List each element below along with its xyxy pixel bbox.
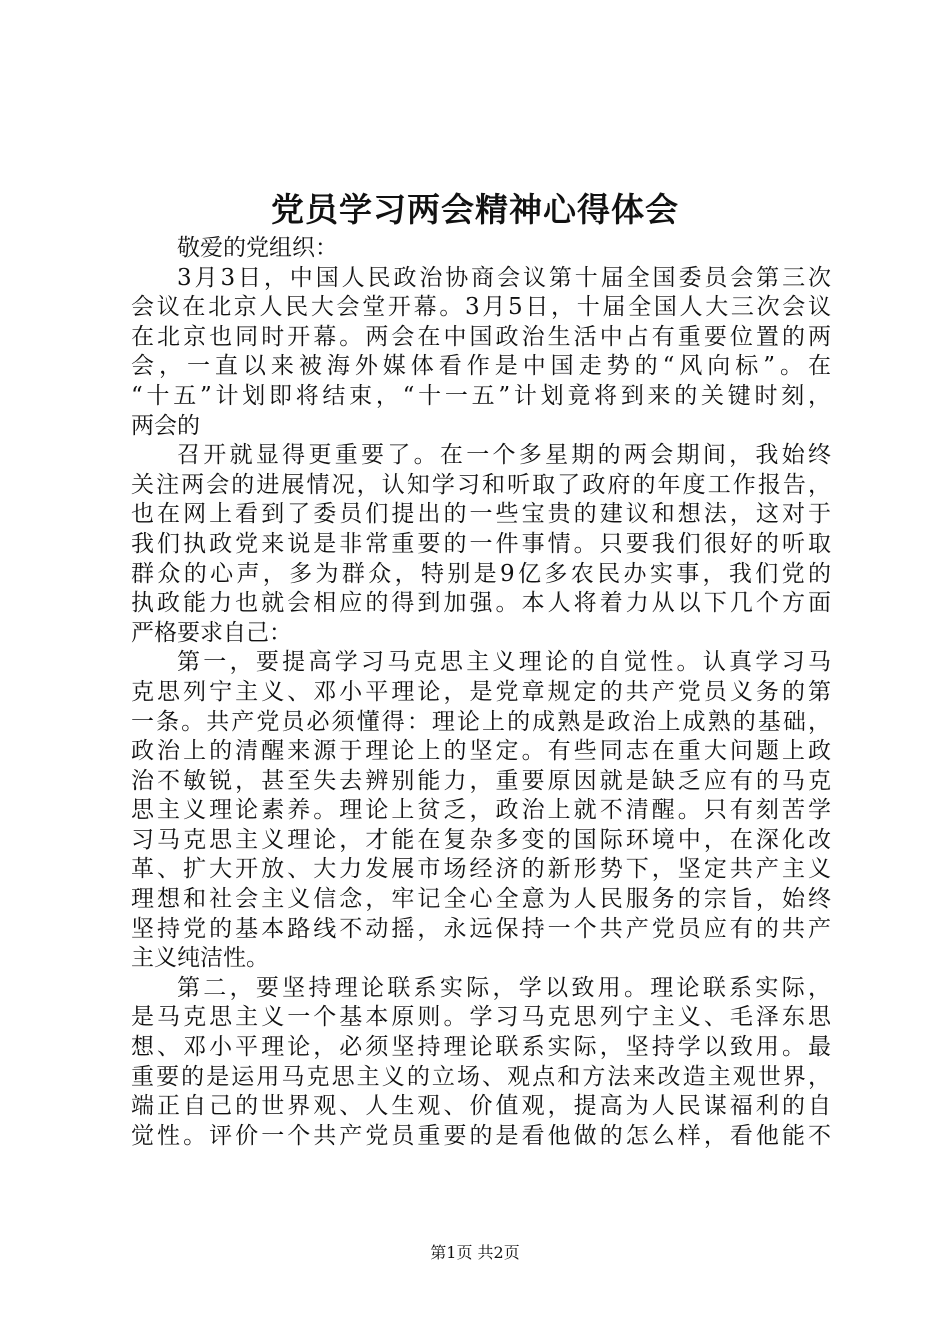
text-line: 主义纯洁性。: [131, 945, 269, 972]
text-line: 第二，要坚持理论联系实际，学以致用。理论联系实际，: [177, 974, 831, 1001]
text-line: 一条。共产党员必须懂得：理论上的成熟是政治上成熟的基础，: [131, 708, 831, 735]
text-line: 敬爱的党组织：: [177, 235, 338, 261]
document-body: [131, 234, 831, 1151]
page-footer: 第1页 共2页: [430, 1243, 520, 1262]
text-line: 觉性。评价一个共产党员重要的是看他做的怎么样，看他能不: [131, 1122, 831, 1149]
text-line: 政治上的清醒来源于理论上的坚定。有些同志在重大问题上政: [131, 738, 831, 765]
document-title: 党员学习两会精神心得体会: [271, 190, 679, 229]
text-line: 关注两会的进展情况，认知学习和听取了政府的年度工作报告，: [131, 471, 831, 498]
text-line: 理想和社会主义信念，牢记全心全意为人民服务的宗旨，始终: [131, 886, 831, 913]
text-line: 两会的: [131, 412, 200, 439]
text-line: 严格要求自己：: [131, 619, 292, 646]
text-line: 执政能力也就会相应的得到加强。本人将着力从以下几个方面: [131, 590, 831, 617]
text-line: 重要的是运用马克思主义的立场、观点和方法来改造主观世界，: [131, 1063, 831, 1090]
text-line: 坚持党的基本路线不动摇，永远保持一个共产党员应有的共产: [131, 915, 831, 942]
text-line: 3月3日，中国人民政治协商会议第十届全国委员会第三次: [177, 264, 831, 291]
text-line: 想、邓小平理论，必须坚持理论联系实际，坚持学以致用。最: [131, 1034, 831, 1061]
text-line: 思主义理论素养。理论上贫乏，政治上就不清醒。只有刻苦学: [131, 797, 831, 824]
text-line: 习马克思主义理论，才能在复杂多变的国际环境中，在深化改: [131, 826, 831, 853]
text-line: 会议在北京人民大会堂开幕。3月5日，十届全国人大三次会议: [131, 294, 831, 321]
text-line: 群众的心声，多为群众，特别是9亿多农民办实事，我们党的: [131, 560, 831, 587]
text-line: 也在网上看到了委员们提出的一些宝贵的建议和想法，这对于: [131, 501, 831, 528]
text-line: 端正自己的世界观、人生观、价值观，提高为人民谋福利的自: [131, 1093, 831, 1120]
text-line: 在北京也同时开幕。两会在中国政治生活中占有重要位置的两: [131, 323, 831, 350]
text-line: “十五”计划即将结束，“十一五”计划竟将到来的关键时刻，: [131, 382, 831, 409]
text-line: 是马克思主义一个基本原则。学习马克思列宁主义、毛泽东思: [131, 1004, 831, 1031]
text-line: 革、扩大开放、大力发展市场经济的新形势下，坚定共产主义: [131, 856, 831, 883]
text-line: 我们执政党来说是非常重要的一件事情。只要我们很好的听取: [131, 530, 831, 557]
text-line: 治不敏锐，甚至失去辨别能力，重要原因就是缺乏应有的马克: [131, 767, 831, 794]
text-line: 克思列宁主义、邓小平理论，是党章规定的共产党员义务的第: [131, 678, 831, 705]
text-line: 会，一直以来被海外媒体看作是中国走势的“风向标”。在: [131, 353, 831, 380]
text-line: 召开就显得更重要了。在一个多星期的两会期间，我始终: [177, 442, 831, 469]
text-line: 第一，要提高学习马克思主义理论的自觉性。认真学习马: [177, 649, 831, 676]
